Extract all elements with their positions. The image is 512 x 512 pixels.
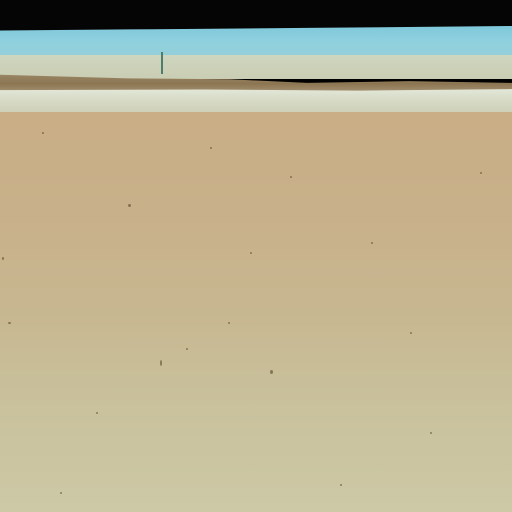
sand-surface (0, 112, 512, 512)
blue-stripe (0, 26, 512, 58)
speck (8, 322, 11, 324)
speck (160, 360, 162, 366)
speck (42, 132, 44, 134)
speck (96, 412, 98, 414)
pale-stripe-upper (0, 55, 512, 79)
speck (228, 322, 230, 324)
speck (250, 252, 252, 254)
speck (270, 370, 273, 374)
speck (2, 257, 4, 260)
speck (430, 432, 432, 434)
speck (410, 332, 412, 334)
top-dark-band (0, 0, 512, 30)
speck (290, 176, 292, 178)
speck (340, 484, 342, 486)
stripe-tick-mark (161, 52, 163, 74)
speck (186, 348, 188, 350)
speck (128, 204, 131, 207)
speck (371, 242, 373, 244)
speck (60, 492, 62, 494)
pale-stripe-lower (0, 88, 512, 114)
speck (480, 172, 482, 174)
speck (210, 147, 212, 149)
